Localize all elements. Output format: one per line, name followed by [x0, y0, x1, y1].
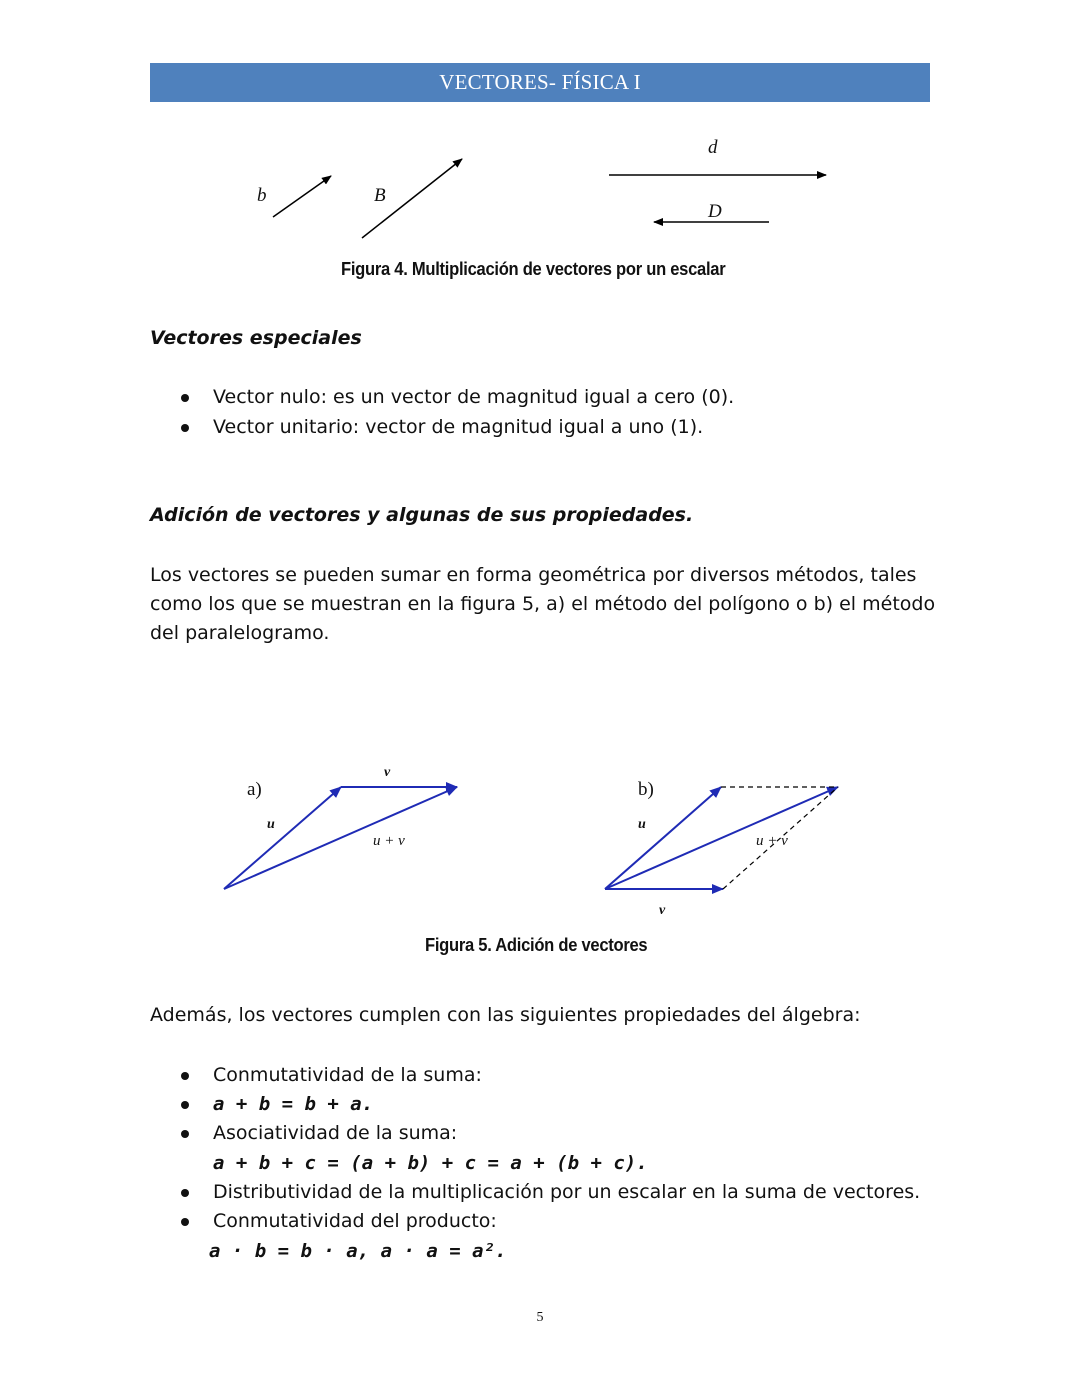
fig5b-vector-u	[605, 787, 721, 889]
list-item: Asociatividad de la suma:	[213, 1122, 458, 1144]
fig5a-tag: a)	[247, 779, 262, 800]
label-b: b	[257, 185, 267, 206]
list-item: Distributividad de la multiplicación por un escalar en la suma de vectores.	[213, 1181, 921, 1203]
bullet-icon	[181, 1130, 189, 1138]
bullet-icon	[181, 1101, 189, 1109]
formula-associative-sum: a + b + c = (a + b) + c = a + (b + c).	[213, 1152, 648, 1174]
fig5b-label-sum: u + v	[756, 833, 788, 849]
list-item: Vector unitario: vector de magnitud igual a uno (1).	[213, 416, 704, 438]
fig5a-label-v: v	[384, 765, 391, 780]
label-d: d	[708, 137, 718, 158]
paragraph-line: Los vectores se pueden sumar en forma geométrica por diversos métodos, tales	[150, 564, 917, 586]
list-item: Conmutatividad de la suma:	[213, 1064, 482, 1086]
fig5a-vector-sum	[224, 787, 457, 889]
formula-commutative-product: a · b = b · a, a · a = a².	[209, 1240, 507, 1262]
figure-5-caption: Figura 5. Adición de vectores	[425, 935, 648, 955]
properties-intro: Además, los vectores cumplen con las siguientes propiedades del álgebra:	[150, 1004, 861, 1026]
page-header: VECTORES- FÍSICA I	[150, 63, 930, 102]
page-number: 5	[536, 1310, 544, 1325]
paragraph-line: del paralelogramo.	[150, 622, 330, 644]
label-D: D	[708, 201, 722, 222]
figure-4-caption: Figura 4. Multiplicación de vectores por un escalar	[341, 259, 726, 279]
list-item: Vector nulo: es un vector de magnitud igual a cero (0).	[213, 386, 735, 408]
fig5b-vector-sum	[605, 787, 838, 889]
bullet-icon	[181, 1072, 189, 1080]
addition-heading: Adición de vectores y algunas de sus propiedades.	[150, 504, 694, 526]
fig5b-label-u: u	[638, 817, 646, 832]
fig5a-label-u: u	[267, 817, 275, 832]
fig5b-label-v: v	[659, 903, 666, 918]
bullet-icon	[181, 1189, 189, 1197]
special-vectors-heading: Vectores especiales	[150, 327, 362, 349]
bullet-icon	[181, 1218, 189, 1226]
label-B: B	[374, 185, 386, 206]
formula-commutative-sum: a + b = b + a.	[213, 1093, 374, 1115]
fig5b-tag: b)	[638, 779, 654, 800]
fig5a-label-sum: u + v	[373, 833, 405, 849]
paragraph-line: como los que se muestran en la figura 5, a) el método del polígono o b) el método	[150, 593, 936, 615]
fig5a-vector-u	[224, 787, 341, 889]
list-item: Conmutatividad del producto:	[213, 1210, 497, 1232]
